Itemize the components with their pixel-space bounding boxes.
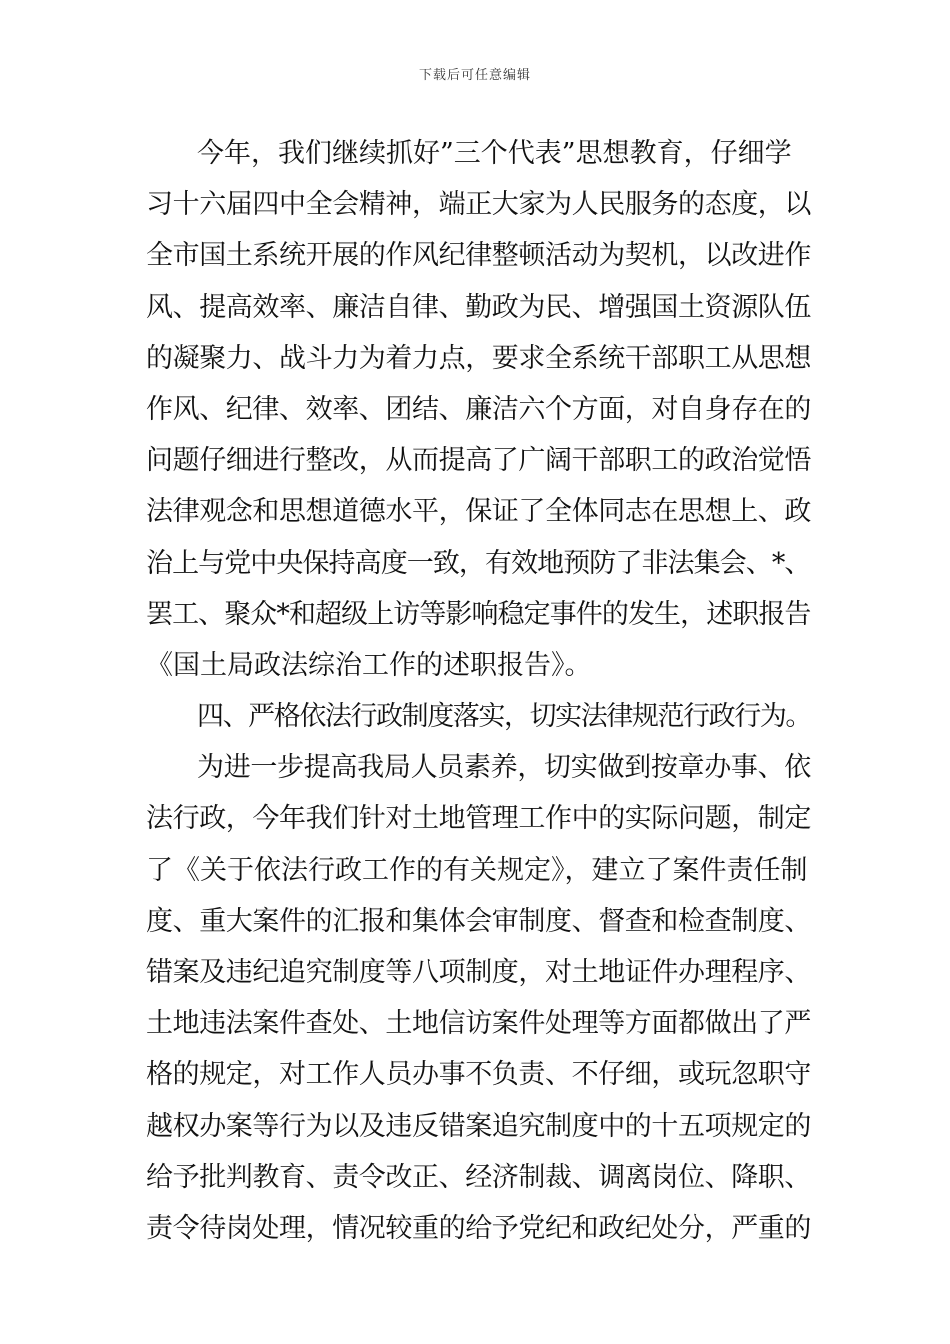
text-line: 《国土局政法综治工作的述职报告》。 [146, 649, 592, 681]
text-line: 给予批判教育、责令改正、经济制裁、调离岗位、降职、 [146, 1161, 811, 1193]
text-line: 格的规定，对工作人员办事不负责、不仔细，或玩忽职守 [146, 1059, 811, 1091]
text-line: 越权办案等行为以及违反错案追究制度中的十五项规定的 [146, 1110, 811, 1142]
page-header: 下载后可任意编辑 [418, 68, 531, 83]
text-line: 法行政，今年我们针对土地管理工作中的实际问题，制定 [146, 803, 811, 835]
text-line: 习十六届四中全会精神，端正大家为人民服务的态度，以 [146, 189, 811, 221]
text-line: 了《关于依法行政工作的有关规定》，建立了案件责任制 [146, 854, 808, 886]
text-line: 的凝聚力、战斗力为着力点，要求全系统干部职工从思想 [146, 342, 811, 374]
text-line: 度、重大案件的汇报和集体会审制度、督查和检查制度、 [146, 905, 811, 937]
text-line: 今年，我们继续抓好”三个代表”思想教育，仔细学 [197, 138, 792, 169]
text-line: 全市国土系统开展的作风纪律整顿活动为契机，以改进作 [146, 240, 811, 272]
text-line: 问题仔细进行整改，从而提高了广阔干部职工的政治觉悟 [146, 445, 811, 477]
text-line: 法律观念和思想道德水平，保证了全体同志在思想上、政 [146, 496, 811, 528]
document-body [146, 128, 811, 1254]
text-line: 治上与党中央保持高度一致，有效地预防了非法集会、*、 [146, 547, 811, 579]
text-line: 土地违法案件查处、土地信访案件处理等方面都做出了严 [146, 1008, 811, 1040]
text-line: 责令待岗处理，情况较重的给予党纪和政纪处分，严重的 [146, 1212, 811, 1244]
text-line: 风、提高效率、廉洁自律、勤政为民、增强国土资源队伍 [146, 291, 811, 323]
text-line: 四、严格依法行政制度落实，切实法律规范行政行为。 [197, 701, 811, 733]
text-line: 错案及违纪追究制度等八项制度，对土地证件办理程序、 [146, 957, 811, 988]
text-line: 罢工、聚众*和超级上访等影响稳定事件的发生，述职报告 [146, 598, 811, 630]
text-line: 作风、纪律、效率、团结、廉洁六个方面，对自身存在的 [146, 393, 811, 425]
text-line: 为进一步提高我局人员素养，切实做到按章办事、依 [197, 752, 812, 784]
